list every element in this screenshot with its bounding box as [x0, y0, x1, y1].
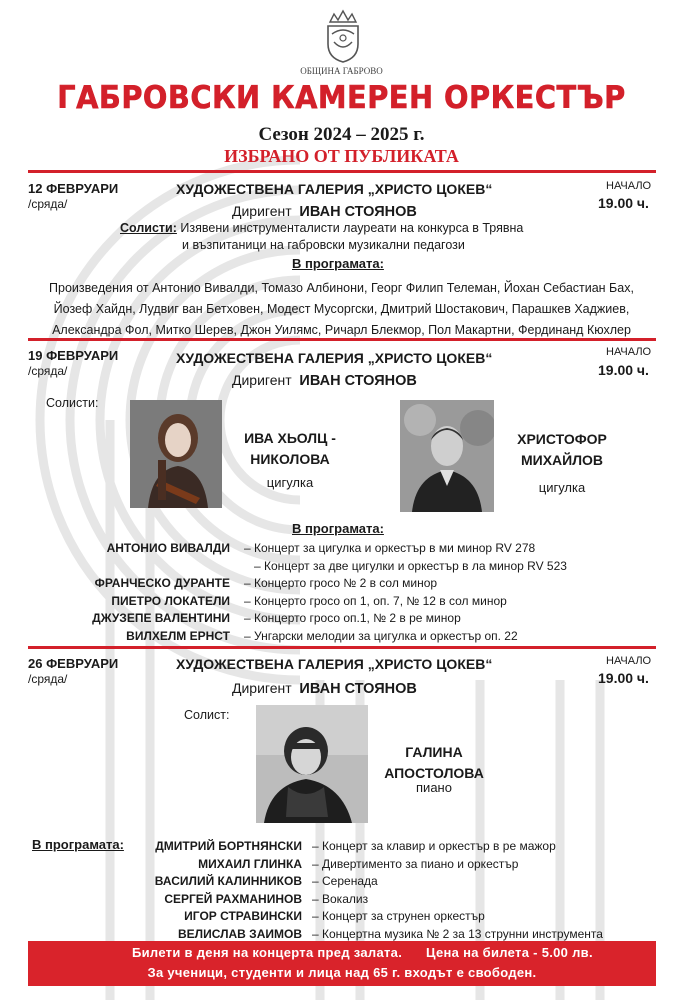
composer: ПИЕТРО ЛОКАТЕЛИ — [111, 593, 230, 608]
concert3-date: 26 ФЕВРУАРИ — [28, 656, 119, 671]
ticket-info-banner — [28, 941, 656, 986]
concert1-program — [0, 278, 683, 341]
concert3-venue: ХУДОЖЕСТВЕНА ГАЛЕРИЯ „ХРИСТО ЦОКЕВ“ — [176, 656, 493, 672]
soloist1-name — [240, 428, 340, 470]
season-label: Сезон 2024 – 2025 г. — [258, 124, 425, 145]
concert2-start-label: НАЧАЛО — [606, 346, 652, 358]
program-row — [120, 838, 680, 856]
program-row — [0, 540, 683, 558]
concert3-start-label: НАЧАЛО — [606, 655, 652, 667]
concert2-conductor — [232, 372, 417, 389]
conductor-label: Диригент — [232, 372, 292, 388]
soloist1-instrument: цигулка — [266, 475, 314, 490]
conductor-name: ИВАН СТОЯНОВ — [299, 204, 417, 220]
soloist3-name — [378, 742, 490, 784]
work: – Концертна музика № 2 за 13 струнни инструмента — [312, 926, 603, 941]
concert2-day: /сряда/ — [28, 364, 68, 378]
concert1-program-label: В програмата: — [292, 256, 384, 271]
program-row — [0, 558, 683, 576]
composer: АНТОНИО ВИВАЛДИ — [106, 541, 230, 555]
work: – Концерт за клавир и оркестър в ре мажор — [312, 839, 556, 853]
series-title: ИЗБРАНО ОТ ПУБЛИКАТА — [224, 146, 459, 166]
program-row — [120, 873, 680, 891]
concert1-venue: ХУДОЖЕСТВЕНА ГАЛЕРИЯ „ХРИСТО ЦОКЕВ“ — [176, 181, 493, 197]
composer: МИХАИЛ ГЛИНКА — [198, 856, 302, 871]
soloist2-instrument: цигулка — [538, 480, 586, 495]
work: – Серенада — [312, 874, 378, 888]
composer: СЕРГЕЙ РАХМАНИНОВ — [164, 891, 302, 906]
gabrovo-coat-of-arms-icon — [320, 8, 366, 64]
concert2-soloists-label: Солисти: — [46, 396, 99, 410]
free-entry-note: За ученици, студенти и лица над 65 г. входът е свободен. — [147, 965, 537, 980]
name-line: ХРИСТОФОР — [517, 431, 607, 447]
program-line: Произведения от Антонио Вивалди, Томазо Албинони, Георг Филип Телеман, Йохан Себастиан Бах, — [49, 281, 634, 295]
concert2-venue: ХУДОЖЕСТВЕНА ГАЛЕРИЯ „ХРИСТО ЦОКЕВ“ — [176, 350, 493, 366]
municipality-label: ОБЩИНА ГАБРОВО — [300, 66, 383, 76]
composer — [0, 558, 230, 576]
work: – Концерто гросо оп 1, оп. 7, № 12 в сол минор — [244, 593, 507, 608]
work: – Дивертименто за пиано и оркестър — [312, 856, 519, 871]
composer: ВАСИЛИЙ КАЛИННИКОВ — [154, 874, 302, 888]
program-row — [120, 908, 680, 926]
soloist3-instrument: пиано — [416, 780, 452, 795]
concert2-date: 19 ФЕВРУАРИ — [28, 348, 119, 363]
concert1-soloists-line2: и възпитаници на габровски музикални педагози — [182, 238, 465, 252]
name-line: ГАЛИНА — [405, 744, 463, 760]
concert1-soloists — [120, 221, 523, 235]
section-divider — [28, 338, 656, 341]
concert3-day: /сряда/ — [28, 672, 68, 686]
composer: ВИЛХЕЛМ ЕРНСТ — [126, 628, 230, 643]
name-line: ИВА ХЬОЛЦ - — [244, 430, 336, 446]
concert3-program-label: В програмата: — [32, 837, 124, 852]
section-divider — [28, 646, 656, 649]
program-row — [0, 575, 683, 593]
ticket-price: Цена на билета - 5.00 лв. — [426, 945, 593, 960]
name-line: НИКОЛОВА — [250, 451, 330, 467]
program-row — [120, 856, 680, 874]
concert1-conductor — [232, 203, 417, 220]
soloists-line1: Изявени инструменталисти лауреати на конкурса в Трявна — [176, 221, 524, 235]
work: – Концерт за струнен оркестър — [312, 909, 485, 923]
name-line: МИХАЙЛОВ — [520, 452, 604, 468]
program-row — [0, 593, 683, 611]
soloist1-photo — [130, 400, 222, 508]
soloists-label: Солисти: — [120, 221, 177, 235]
conductor-label: Диригент — [232, 203, 292, 219]
soloist3-photo — [256, 705, 368, 823]
orchestra-title: ГАБРОВСКИ КАМЕРЕН ОРКЕСТЪР — [57, 80, 626, 116]
conductor-name: ИВАН СТОЯНОВ — [299, 373, 417, 389]
concert2-start-time: 19.00 ч. — [598, 362, 649, 378]
program-line: Александра Фол, Митко Шерев, Джон Уилямс, Ричарл Блекмор, Пол Макартни, Фердинанд Кюхлер — [52, 323, 631, 337]
program-row — [0, 628, 683, 646]
concert1-start-label: НАЧАЛО — [606, 180, 652, 192]
work: – Унгарски мелодии за цигулка и оркестър оп. 22 — [244, 628, 518, 643]
composer: ДЖУЗЕПЕ ВАЛЕНТИНИ — [92, 611, 230, 625]
program-row — [0, 610, 683, 628]
composer: ИГОР СТРАВИНСКИ — [184, 909, 302, 923]
concert3-soloist-label: Солист: — [184, 708, 230, 722]
concert2-program-label: В програмата: — [292, 521, 384, 536]
soloist2-name — [510, 429, 614, 471]
work: – Концерто гросо оп.1, № 2 в ре минор — [244, 611, 461, 625]
work: – Концерт за цигулка и оркестър в ми минор RV 278 — [244, 541, 536, 555]
concert3-conductor — [232, 680, 417, 697]
tickets-note: Билети в деня на концерта пред залата. — [132, 945, 403, 960]
concert2-program — [0, 540, 683, 645]
concert3-start-time: 19.00 ч. — [598, 670, 649, 686]
work: – Вокализ — [312, 891, 369, 906]
section-divider — [28, 170, 656, 173]
composer: ДМИТРИЙ БОРТНЯНСКИ — [155, 839, 302, 853]
conductor-label: Диригент — [232, 680, 292, 696]
name-line: АПОСТОЛОВА — [384, 765, 484, 781]
work: – Концерто гросо № 2 в сол минор — [244, 576, 438, 590]
program-row — [120, 891, 680, 909]
concert1-date: 12 ФЕВРУАРИ — [28, 181, 119, 196]
soloist2-photo — [400, 400, 494, 512]
conductor-name: ИВАН СТОЯНОВ — [299, 681, 417, 697]
composer: ВЕЛИСЛАВ ЗАИМОВ — [178, 926, 302, 941]
program-line: Йозеф Хайдн, Лудвиг ван Бетховен, Модест Мусоргски, Дмитрий Шостакович, Парашкев Хаджиев, — [53, 302, 630, 316]
composer: ФРАНЧЕСКО ДУРАНТЕ — [94, 576, 230, 590]
concert1-day: /сряда/ — [28, 197, 68, 211]
concert3-program — [120, 838, 680, 943]
work: – Концерт за две цигулки и оркестър в ла минор RV 523 — [244, 558, 567, 573]
concert1-start-time: 19.00 ч. — [598, 195, 649, 211]
